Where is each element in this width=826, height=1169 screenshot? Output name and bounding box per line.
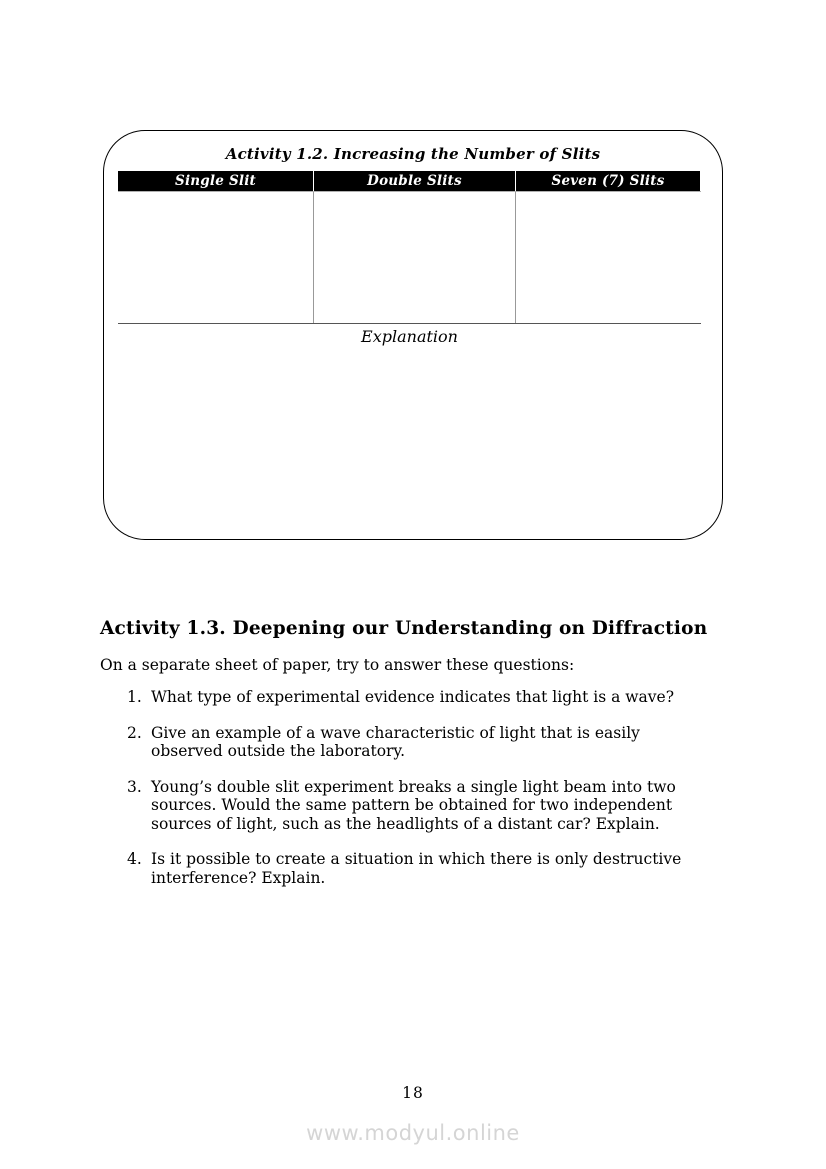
question-number: 1.: [127, 688, 142, 706]
question-text: Give an example of a wave characteristic of light that is easily observed outside the laboratory.: [151, 723, 640, 760]
question-text: Young’s double slit experiment breaks a single light beam into two sources. Would the same pattern be obtained for two independent sources of light, such as the headlights of a distant car? Explain.: [151, 777, 676, 833]
activity-1-2-title: Activity 1.2. Increasing the Number of Slits: [225, 145, 601, 163]
column-header-double-slits: Double Slits: [314, 171, 516, 191]
page-number: 18: [402, 1084, 424, 1102]
table-header-row: [118, 171, 701, 192]
question-item-2: [127, 724, 717, 761]
activity-1-2-box: [103, 130, 723, 540]
question-number: 2.: [127, 723, 142, 742]
explanation-answer-area: [118, 346, 701, 526]
question-text: Is it possible to create a situation in which there is only destructive interference? Explain.: [151, 850, 682, 887]
activity-1-3-heading: Activity 1.3. Deepening our Understanding on Diffraction: [100, 618, 708, 639]
answer-cell-double-slits: [314, 192, 516, 323]
activity-1-3-intro: On a separate sheet of paper, try to answer these questions:: [100, 656, 575, 674]
column-header-single-slit: Single Slit: [118, 171, 314, 191]
question-number: 4.: [127, 850, 142, 868]
column-header-seven-slits: Seven (7) Slits: [516, 171, 700, 191]
answer-cell-seven-slits: [516, 192, 700, 323]
question-item-1: [127, 688, 717, 707]
slit-comparison-table: [118, 171, 701, 526]
table-body-row: [118, 192, 701, 324]
answer-cell-single-slit: [118, 192, 314, 323]
question-item-4: [127, 850, 717, 887]
explanation-label: Explanation: [361, 327, 458, 346]
watermark-text: www.modyul.online: [306, 1121, 520, 1145]
question-number: 3.: [127, 777, 142, 796]
question-item-3: [127, 778, 717, 834]
question-text: What type of experimental evidence indicates that light is a wave?: [151, 688, 675, 706]
question-list: [127, 688, 717, 904]
